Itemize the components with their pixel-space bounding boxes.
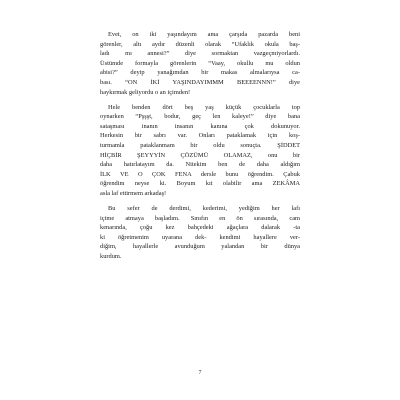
paragraph-3: [100, 204, 300, 262]
text-line: ki öğretmenim uyarana dek- kendimi hayallere ver-: [100, 233, 300, 241]
text-line: kenarında, çoğu kez bahçedeki ağaçlara dalarak -ta: [100, 224, 300, 232]
text-line: daha hatırlatayım da. Nitekim ben de daha aldığım: [100, 161, 300, 169]
page-number: 7: [198, 370, 202, 376]
text-line: kurdum.: [100, 253, 122, 261]
body-text: [100, 30, 300, 267]
paragraph-2: [100, 103, 300, 199]
text-line: Evet, on iki yaşındayım ama çarşıda pazarda beni: [108, 31, 300, 38]
text-line: Hele benden dört beş yaş küçük çocuklarla top: [108, 103, 300, 111]
text-line: abisi?” deyip yanağımdan bir makas almalarıysa ca-: [100, 69, 300, 77]
paragraph-1: [100, 30, 300, 97]
text-line: Bu sefer de derdimi, kederimi, yediğim her lafı: [108, 205, 300, 213]
text-line: görenler, altı aydır düzenli olarak “Ufaklık okula baş-: [100, 40, 300, 48]
text-line: asla laf ettirmem arkadaş!: [100, 190, 167, 197]
text-line: turmamla pataklanmam bir oldu sonuçta. ŞİDDET: [100, 142, 300, 150]
text-line: öğrendim neyse ki. Boyum kıt olabilir ama ZEKÂMA: [100, 180, 300, 188]
text-line: bası. “ON İKİ YAŞINDAYIMMM BEEEENNN!” diye: [100, 78, 300, 86]
text-line: oynarken “Pşşşt, bodur, geç len kaleye!” diye bana: [100, 113, 300, 121]
text-line: içime atmaya başladım. Sınıfın en ön sırasında, cam: [100, 214, 300, 222]
text-line: haykırmak geliyordu o an içimden!: [100, 88, 191, 96]
text-line: sataşması inanın insanın kanına çok dokunuyor.: [100, 122, 300, 130]
text-line: diğim, hayallerle avunduğum yalandan bir dünya: [100, 243, 300, 251]
text-line: İLK VE O ÇOK FENA dersle bunu öğrendim. Çabuk: [100, 170, 300, 178]
text-line: ladı mı annesi?” diye sormaktan vazgeçmiyorlardı.: [100, 50, 300, 58]
text-line: Herkesin bir sabrı var. Onları pataklamak için koş-: [100, 132, 300, 140]
text-line: Üstümde formayla görenlerin “Vaay, okullu mu oldun: [100, 59, 300, 67]
text-line: HİÇBİR ŞEYYYİN ÇÖZÜMÜ OLAMAZ, onu bir: [100, 151, 300, 159]
